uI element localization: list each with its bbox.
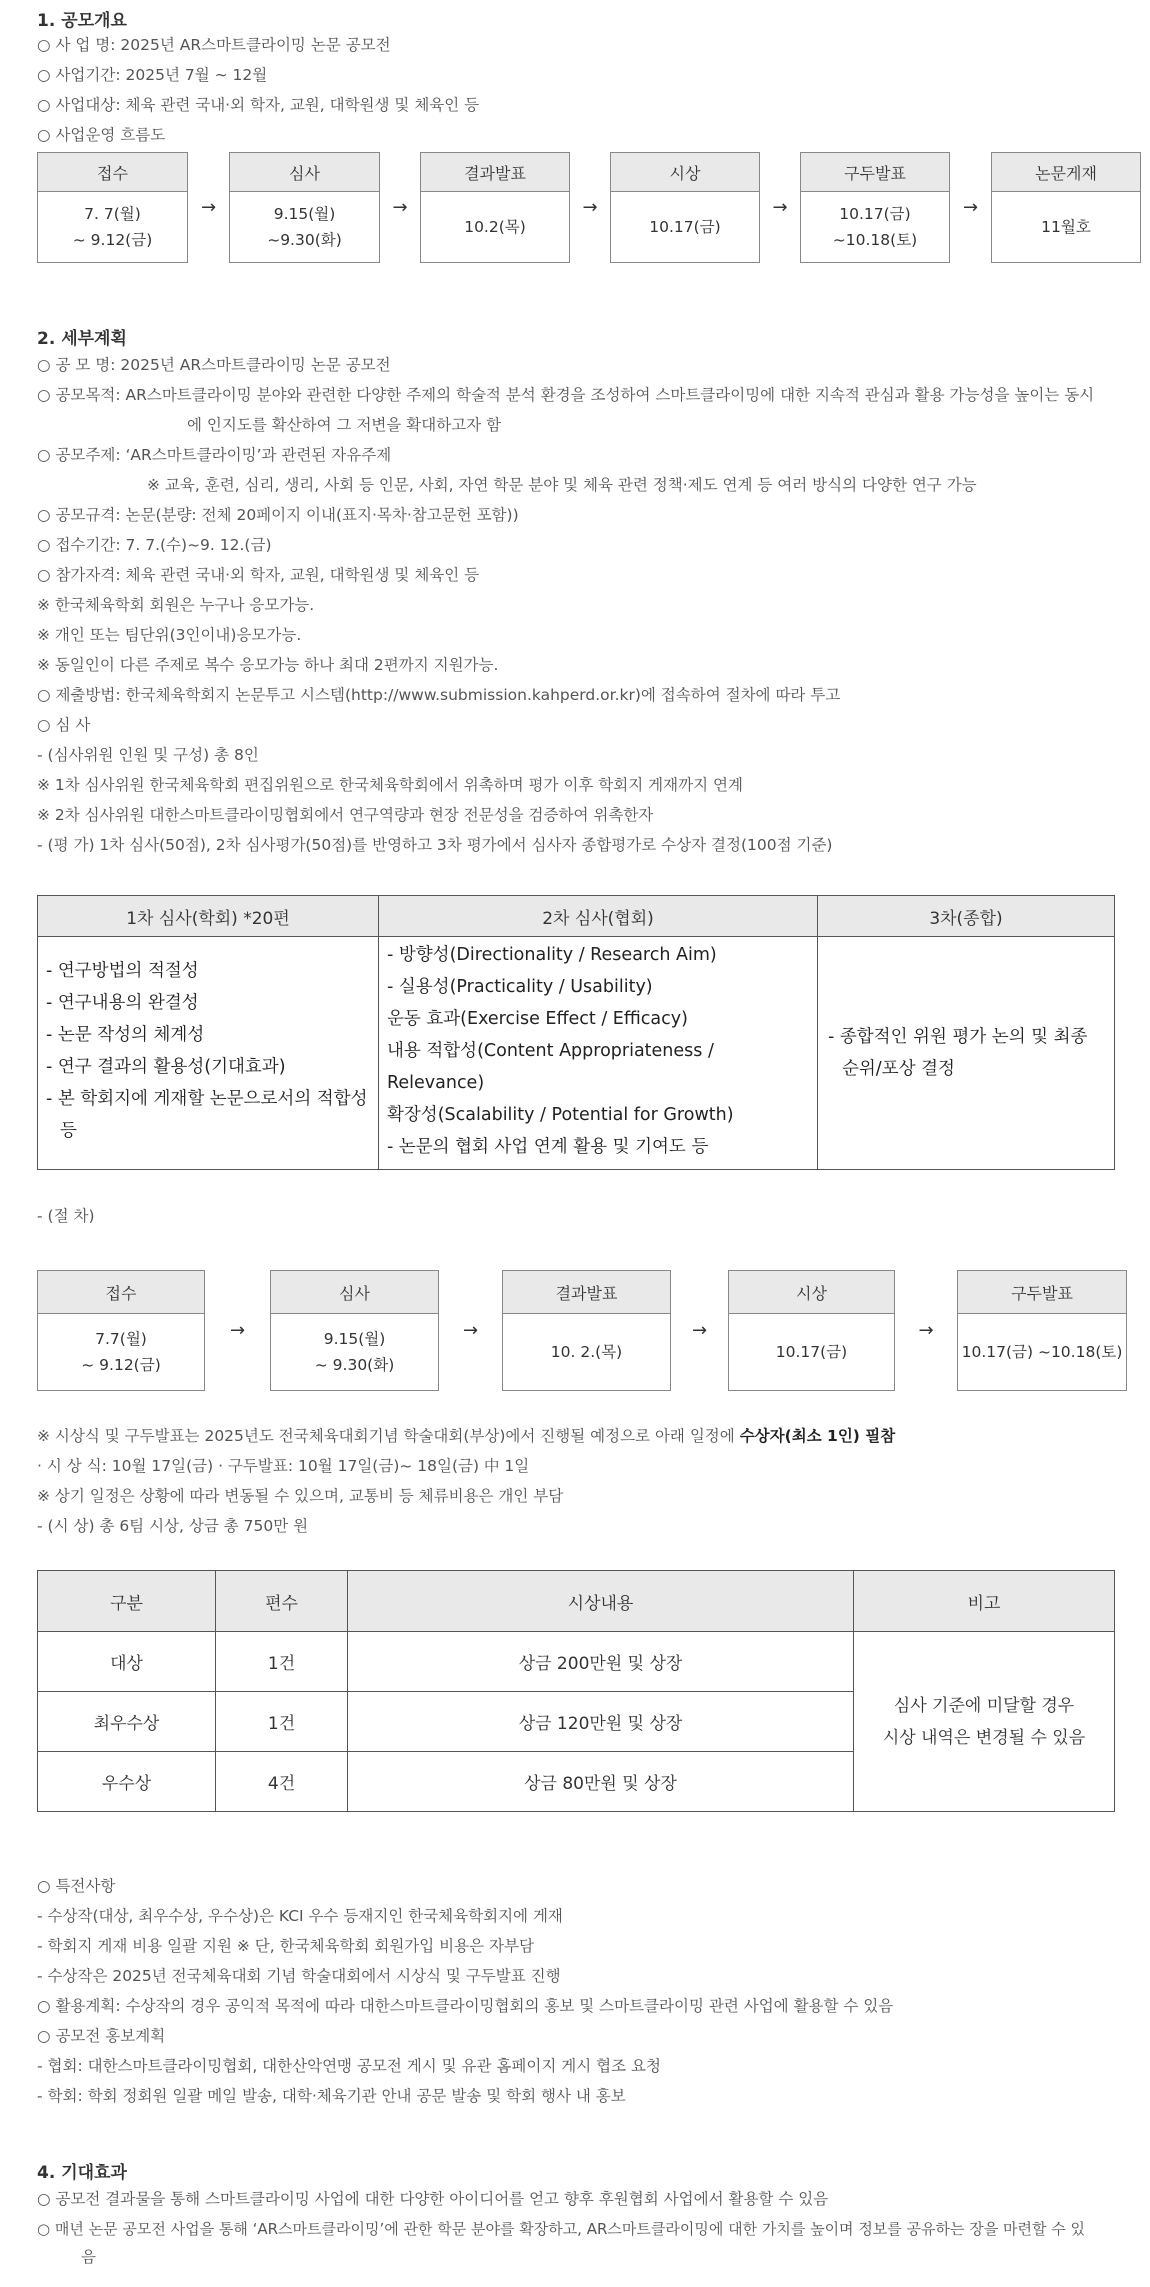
flow-step-head: 논문게재 bbox=[992, 153, 1140, 192]
s3-line: - 수상작은 2025년 전국체육대회 기념 학술대회에서 시상식 및 구두발표 진행 bbox=[37, 1967, 561, 1985]
section-1-title: 1. 공모개요 bbox=[37, 11, 127, 31]
s2-line: ○ 제출방법: 한국체육학회지 논문투고 시스템(http://www.submission.kahperd.or.kr)에 접속하여 절차에 따라 투고 bbox=[37, 686, 841, 704]
s2-line: ○ 공 모 명: 2025년 AR스마트클라이밍 논문 공모전 bbox=[37, 356, 391, 374]
flow-step bbox=[37, 1270, 205, 1391]
flow-step-date: ~ 9.12(금) bbox=[72, 231, 153, 249]
flow-step-head: 시상 bbox=[729, 1271, 894, 1314]
s3-line: - 학회지 게재 비용 일괄 지원 ※ 단, 한국체육학회 회원가입 비용은 자부담 bbox=[37, 1937, 534, 1955]
s3-line: ○ 활용계획: 수상작의 경우 공익적 목적에 따라 대한스마트클라이밍협회의 홍보 및 스마트클라이밍 관련 사업에 활용할 수 있음 bbox=[37, 1997, 894, 2015]
list-item: - 논문의 협회 사업 연계 활용 및 기여도 등 bbox=[387, 1137, 709, 1157]
flow-step-date: 7. 7(월) bbox=[84, 205, 141, 223]
s2-line: ※ 동일인이 다른 주제로 복수 응모가능 하나 최대 2편까지 지원가능. bbox=[37, 656, 499, 674]
list-item: 운동 효과(Exercise Effect / Efficacy) bbox=[387, 1009, 688, 1029]
flow-step-head: 구두발표 bbox=[958, 1271, 1126, 1314]
table-cell: 4건 bbox=[216, 1752, 348, 1812]
flow-step-date: ~10.18(토) bbox=[832, 231, 918, 249]
table-cell: 상금 200만원 및 상장 bbox=[348, 1632, 854, 1692]
s2-line: - (평 가) 1차 심사(50점), 2차 심사평가(50점)를 반영하고 3차 평가에서 심사자 종합평가로 수상자 결정(100점 기준) bbox=[37, 836, 833, 854]
flow-step-date: ~ 9.30(화) bbox=[314, 1356, 395, 1374]
flow-step-head: 시상 bbox=[611, 153, 759, 192]
table-cell: 1건 bbox=[216, 1692, 348, 1752]
flow-step-date: 10. 2.(목) bbox=[550, 1343, 623, 1361]
flow-step-date: 10.17(금) bbox=[839, 205, 911, 223]
table-header: 1차 심사(학회) *20편 bbox=[38, 896, 379, 937]
table-header: 시상내용 bbox=[348, 1571, 854, 1632]
list-item: - 논문 작성의 체계성 bbox=[46, 1025, 205, 1045]
list-item: - 연구 결과의 활용성(기대효과) bbox=[46, 1057, 286, 1077]
award-note-emphasis: 수상자(최소 1인) 필참 bbox=[739, 1427, 896, 1445]
flow-step bbox=[800, 152, 950, 263]
table-cell: 상금 120만원 및 상장 bbox=[348, 1692, 854, 1752]
flow-step bbox=[610, 152, 760, 263]
review-criteria-table bbox=[37, 895, 1115, 1170]
prize-note-cell bbox=[854, 1632, 1115, 1812]
s2-line: 에 인지도를 확산하여 그 저변을 확대하고자 함 bbox=[187, 416, 502, 434]
flow-step-date: 10.17(금) bbox=[649, 218, 721, 236]
s2-line: ○ 참가자격: 체육 관련 국내·외 학자, 교원, 대학원생 및 체육인 등 bbox=[37, 566, 480, 584]
award-note: ※ 상기 일정은 상황에 따라 변동될 수 있으며, 교통비 등 체류비용은 개인 부담 bbox=[37, 1487, 564, 1505]
table-header: 구분 bbox=[38, 1571, 216, 1632]
s3-line: - 학회: 학회 정회원 일괄 메일 발송, 대학·체육기관 안내 공문 발송 및 학회 행사 내 홍보 bbox=[37, 2087, 626, 2105]
award-note bbox=[37, 1425, 895, 1447]
flow-step bbox=[270, 1270, 439, 1391]
flow-step-date: 7.7(월) bbox=[95, 1330, 147, 1348]
arrow-icon: → bbox=[962, 197, 979, 218]
s2-line: ※ 개인 또는 팀단위(3인이내)응모가능. bbox=[37, 626, 302, 644]
procedure-flowchart bbox=[37, 1270, 1127, 1391]
flow-step-date: 10.17(금) ~10.18(토) bbox=[961, 1343, 1123, 1361]
s4-line: ○ 매년 논문 공모전 사업을 통해 ‘AR스마트클라이밍’에 관한 학문 분야를 확장하고, AR스마트클라이밍에 대한 가치를 높이며 정보를 공유하는 장을 마련할 수 있 bbox=[37, 2220, 1086, 2238]
s2-line: ○ 공모주제: ‘AR스마트클라이밍’과 관련된 자유주제 bbox=[37, 446, 392, 464]
s1-line: ○ 사업기간: 2025년 7월 ∼ 12월 bbox=[37, 66, 268, 84]
prize-table bbox=[37, 1570, 1115, 1812]
table-header: 3차(종합) bbox=[818, 896, 1115, 937]
list-item: - 방향성(Directionality / Research Aim) bbox=[387, 945, 717, 965]
s1-line: ○ 사업대상: 체육 관련 국내·외 학자, 교원, 대학원생 및 체육인 등 bbox=[37, 96, 480, 114]
arrow-icon: → bbox=[691, 1320, 708, 1341]
s2-line: ○ 접수기간: 7. 7.(수)~9. 12.(금) bbox=[37, 536, 272, 554]
operation-flowchart bbox=[37, 152, 1141, 263]
s4-line: ○ 공모전 결과물을 통해 스마트클라이밍 사업에 대한 다양한 아이디어를 얻고 향후 후원협회 사업에서 활용할 수 있음 bbox=[37, 2190, 829, 2208]
s2-line: ○ 공모목적: AR스마트클라이밍 분야와 관련한 다양한 주제의 학술적 분석 환경을 조성하여 스마트클라이밍에 대한 지속적 관심과 활용 가능성을 높이는 동시 bbox=[37, 386, 1095, 404]
list-item: - 연구방법의 적절성 bbox=[46, 961, 199, 981]
flow-step bbox=[420, 152, 570, 263]
flow-step-date: 10.2(목) bbox=[464, 218, 526, 236]
arrow-icon: → bbox=[200, 197, 217, 218]
table-row bbox=[38, 1632, 1115, 1692]
award-note: - (시 상) 총 6팀 시상, 상금 총 750만 원 bbox=[37, 1517, 309, 1535]
arrow-icon: → bbox=[582, 197, 598, 218]
s4-line: 음 bbox=[81, 2248, 96, 2266]
s3-line: ○ 특전사항 bbox=[37, 1877, 116, 1895]
procedure-label: - (절 차) bbox=[37, 1207, 95, 1225]
flow-step-head: 결과발표 bbox=[421, 153, 569, 192]
s2-line: ※ 한국체육학회 회원은 누구나 응모가능. bbox=[37, 596, 315, 614]
s2-line: ○ 공모규격: 논문(분량: 전체 20페이지 이내(표지·목차·참고문헌 포함)) bbox=[37, 506, 519, 524]
section-2-title: 2. 세부계획 bbox=[37, 329, 127, 349]
review-col-3 bbox=[818, 937, 1115, 1170]
flow-step-head: 결과발표 bbox=[503, 1271, 670, 1314]
flow-step-date: 9.15(월) bbox=[323, 1330, 386, 1348]
flow-step-date: ~9.30(화) bbox=[267, 231, 342, 249]
flow-step-date: 9.15(월) bbox=[273, 205, 336, 223]
table-header: 2차 심사(협회) bbox=[379, 896, 818, 937]
flow-step-head: 심사 bbox=[271, 1271, 438, 1314]
table-header: 비고 bbox=[854, 1571, 1115, 1632]
list-item: - 연구내용의 완결성 bbox=[46, 993, 199, 1013]
prize-note: 심사 기준에 미달할 경우 bbox=[893, 1695, 1075, 1716]
list-item: - 종합적인 위원 평가 논의 및 최종 순위/포상 결정 bbox=[828, 1027, 1088, 1079]
flow-step-head: 접수 bbox=[38, 1271, 204, 1314]
arrow-icon: → bbox=[772, 197, 788, 218]
s2-line: ※ 1차 심사위원 한국체육학회 편집위원으로 한국체육학회에서 위촉하며 평가 이후 학회지 게재까지 연계 bbox=[37, 776, 743, 794]
flow-step bbox=[991, 152, 1141, 263]
list-item: - 실용성(Practicality / Usability) bbox=[387, 977, 653, 997]
flow-step bbox=[957, 1270, 1127, 1391]
list-item: 내용 적합성(Content Appropriateness / Relevance) bbox=[387, 1041, 714, 1093]
review-col-2 bbox=[379, 937, 818, 1170]
flow-step bbox=[502, 1270, 671, 1391]
review-col-1 bbox=[38, 937, 379, 1170]
flow-step-head: 접수 bbox=[38, 153, 187, 192]
table-cell: 상금 80만원 및 상장 bbox=[348, 1752, 854, 1812]
list-item: 확장성(Scalability / Potential for Growth) bbox=[387, 1105, 734, 1125]
s2-line: ※ 교육, 훈련, 심리, 생리, 사회 등 인문, 사회, 자연 학문 분야 및 체육 관련 정책·제도 연계 등 여러 방식의 다양한 연구 가능 bbox=[147, 476, 977, 494]
s1-line: ○ 사 업 명: 2025년 AR스마트클라이밍 논문 공모전 bbox=[37, 36, 391, 54]
flow-step-head: 구두발표 bbox=[801, 153, 949, 192]
s2-line: ○ 심 사 bbox=[37, 716, 91, 734]
s3-line: - 협회: 대한스마트클라이밍협회, 대한산악연맹 공모전 게시 및 유관 홈페이지 게시 협조 요청 bbox=[37, 2057, 661, 2075]
flow-step bbox=[37, 152, 188, 263]
s3-line: - 수상작(대상, 최우수상, 우수상)은 KCI 우수 등재지인 한국체육학회지에 게재 bbox=[37, 1907, 563, 1925]
s2-line: - (심사위원 인원 및 구성) 총 8인 bbox=[37, 746, 259, 764]
flow-step bbox=[728, 1270, 895, 1391]
s2-line: ※ 2차 심사위원 대한스마트클라이밍협회에서 연구역량과 현장 전문성을 검증하여 위촉한자 bbox=[37, 806, 654, 824]
arrow-icon: → bbox=[918, 1320, 934, 1341]
flow-step bbox=[229, 152, 380, 263]
table-header: 편수 bbox=[216, 1571, 348, 1632]
table-cell: 1건 bbox=[216, 1632, 348, 1692]
prize-note: 시상 내역은 변경될 수 있음 bbox=[882, 1727, 1086, 1748]
award-note: · 시 상 식: 10월 17일(금) · 구두발표: 10월 17일(금)~ 18일(금) 中 1일 bbox=[37, 1457, 530, 1475]
award-note-text: ※ 시상식 및 구두발표는 2025년도 전국체육대회기념 학술대회(부상)에서 진행될 예정으로 아래 일정에 bbox=[37, 1427, 740, 1445]
flow-step-date: 10.17(금) bbox=[775, 1343, 848, 1361]
s1-line: ○ 사업운영 흐름도 bbox=[37, 126, 166, 144]
section-4-title: 4. 기대효과 bbox=[37, 2163, 127, 2183]
list-item: - 본 학회지에 게재할 논문으로서의 적합성 등 bbox=[46, 1089, 368, 1141]
table-cell: 최우수상 bbox=[38, 1692, 216, 1752]
table-cell: 대상 bbox=[38, 1632, 216, 1692]
arrow-icon: → bbox=[229, 1320, 246, 1341]
flow-step-date: ~ 9.12(금) bbox=[81, 1356, 161, 1374]
arrow-icon: → bbox=[462, 1320, 479, 1341]
arrow-icon: → bbox=[392, 197, 408, 218]
flow-step-head: 심사 bbox=[230, 153, 379, 192]
table-cell: 우수상 bbox=[38, 1752, 216, 1812]
flow-step-date: 11월호 bbox=[1041, 218, 1091, 236]
s3-line: ○ 공모전 홍보계획 bbox=[37, 2027, 166, 2045]
